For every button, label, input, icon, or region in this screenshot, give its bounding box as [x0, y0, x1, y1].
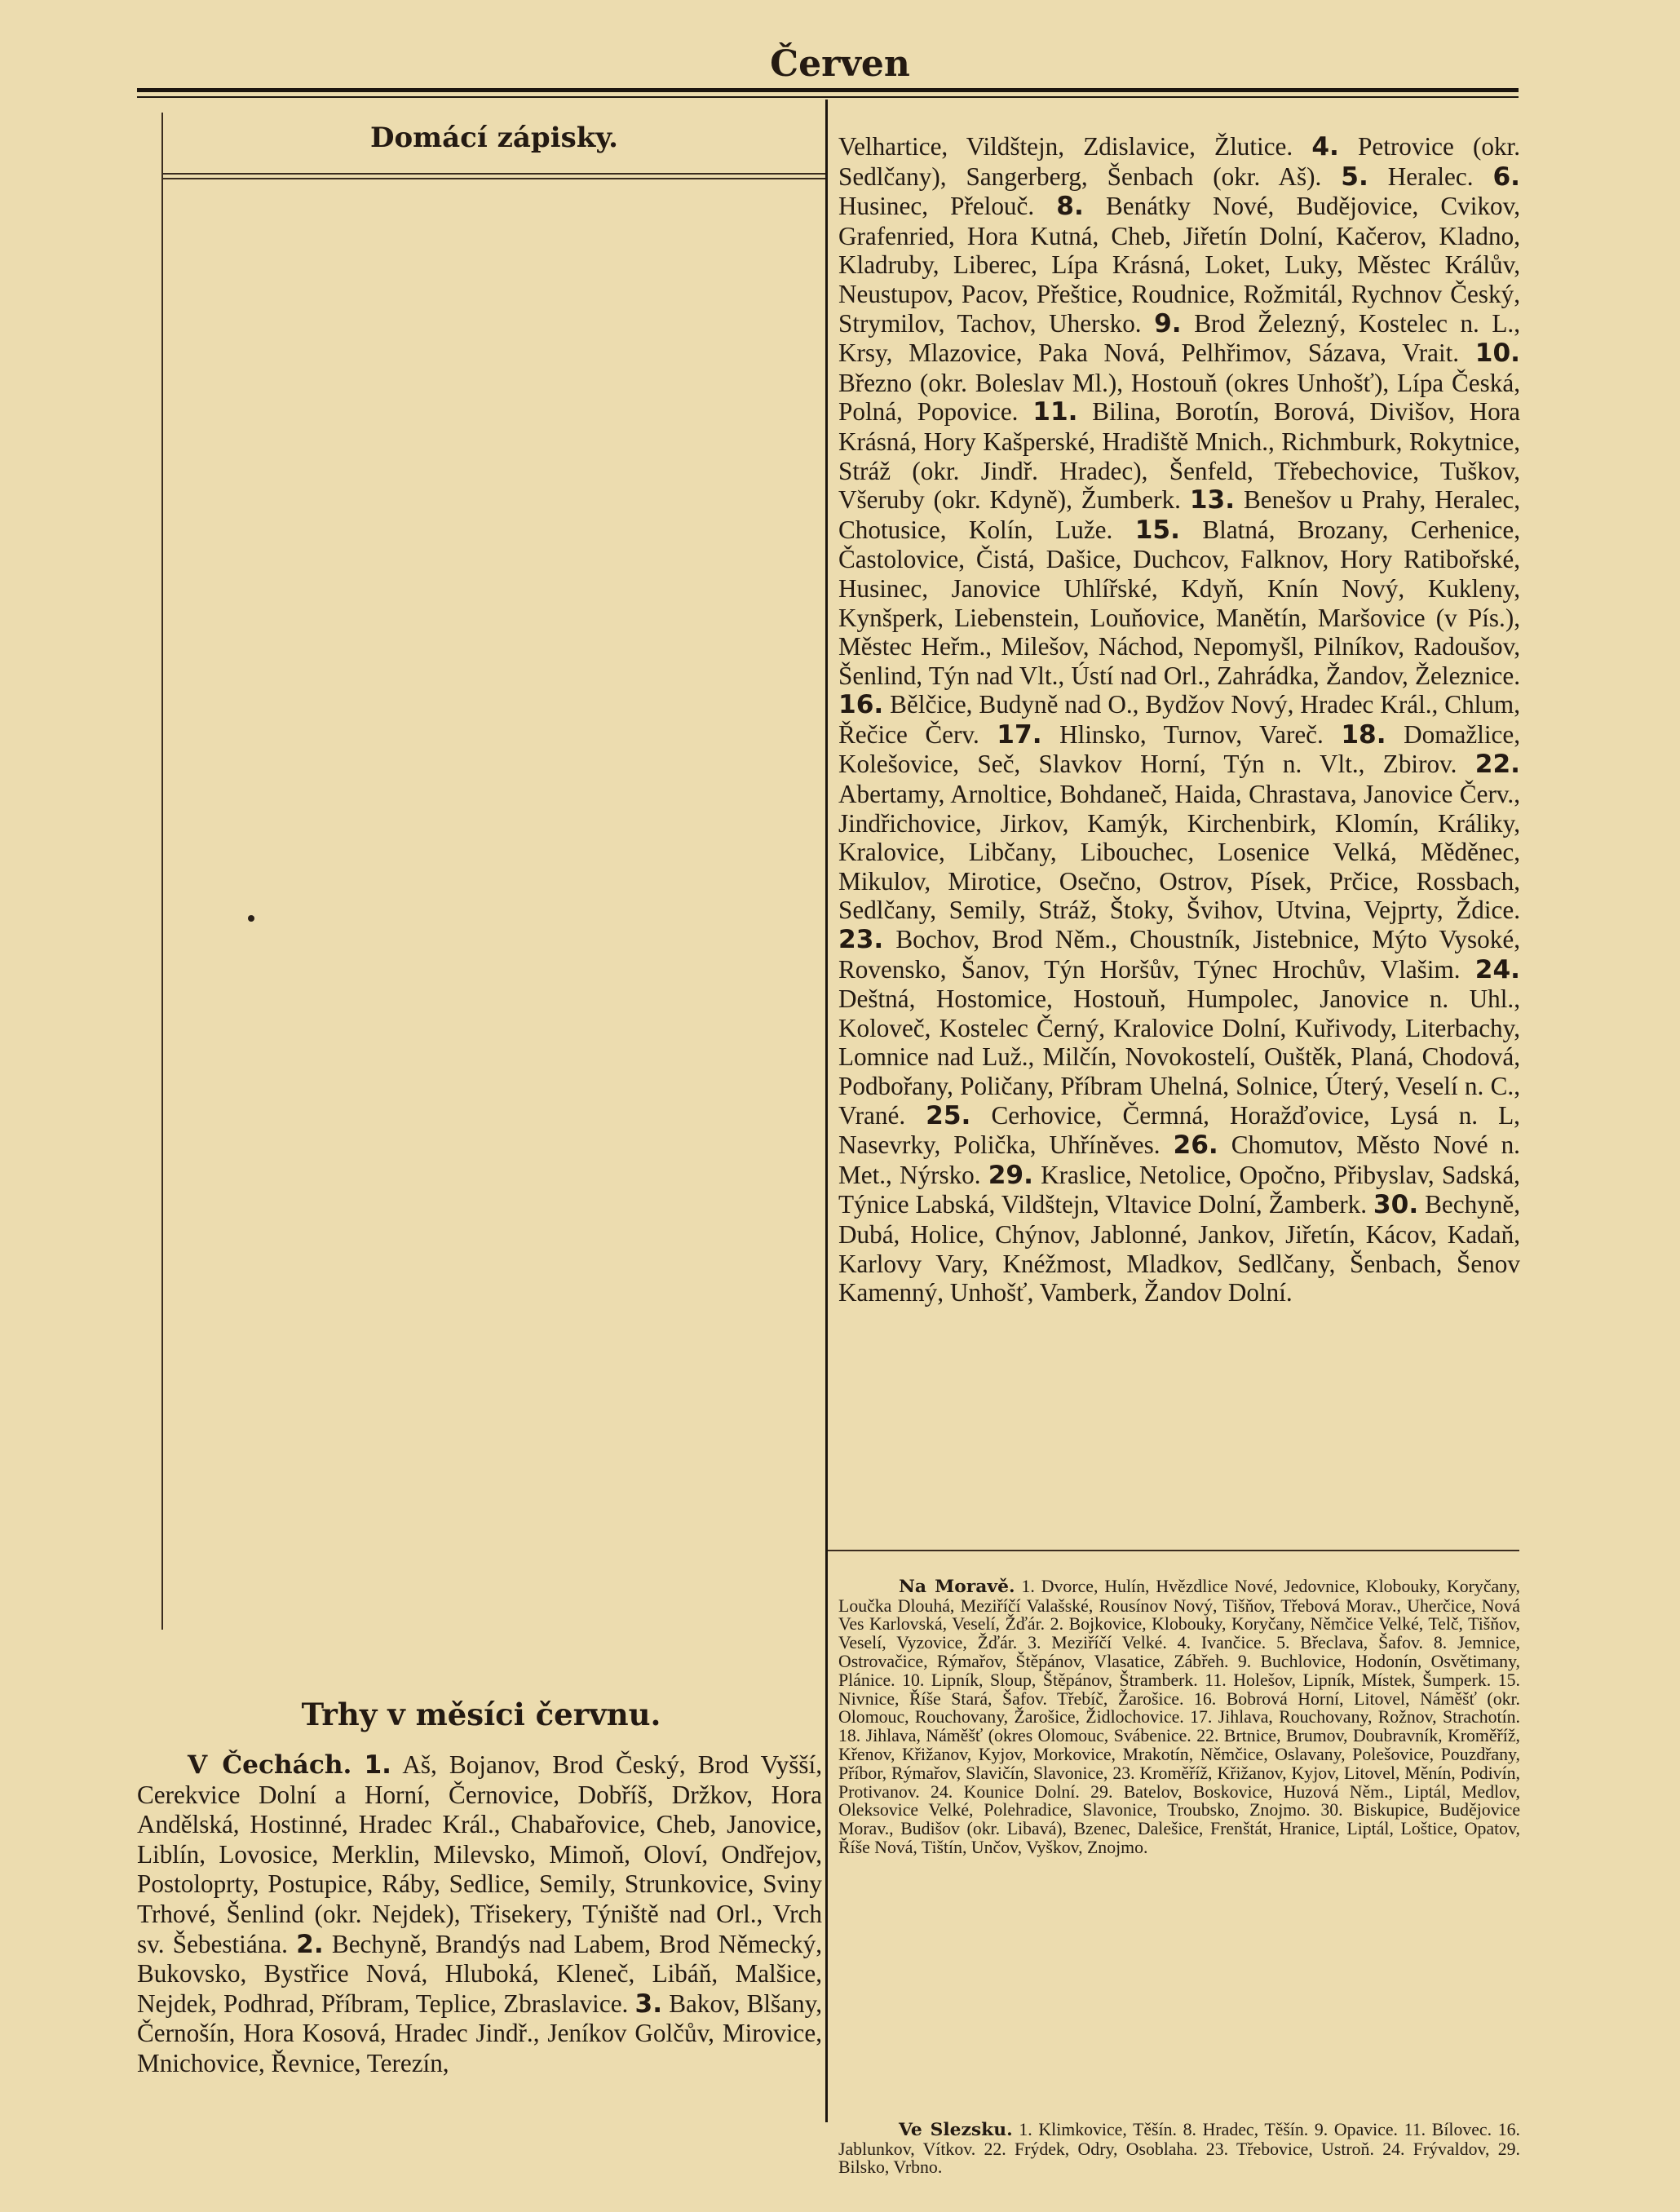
- market-list: Chomutov, Město Nové n. Met., Nýrsko.: [838, 1130, 1520, 1189]
- market-list: Domažlice, Kolešovice, Seč, Slavkov Horní, Týn n. Vlt., Zbirov.: [838, 719, 1521, 779]
- day-number: 24.: [1474, 954, 1520, 984]
- day-number: 22.: [1474, 750, 1520, 780]
- market-list: Bělčice, Budyně nad O., Bydžov Nový, Hradec Král., Chlum, Řečice Červ.: [838, 690, 1520, 749]
- day-number: 6.: [1492, 161, 1520, 192]
- markets-continued-text: [838, 132, 1520, 1307]
- market-list: Bechyně, Dubá, Holice, Chýnov, Jablonné, Jankov, Jiřetín, Kácov, Kadaň, Karlovy Vary, Knéžmost, Mladkov, Sedlčany, Šenbach, Šenov Kamenný, Unhošť, Vamberk, Žandov Dolní.: [838, 1190, 1520, 1307]
- column-divider: [825, 100, 828, 2122]
- market-list: Deštná, Hostomice, Hostouň, Humpolec, Janovice n. Uhl., Koloveč, Kostelec Černý, Kralovice Dolní, Kuřivody, Literbachy, Lomnice nad Luž., Milčín, Novokostelí, Ouštěk, Planá, Chodová, Podbořany, Poličany, Příbram Uhelná, Solnice, Úterý, Veselí n. C., Vrané.: [838, 984, 1520, 1130]
- notes-underline: [163, 173, 825, 175]
- market-list: Benešov u Prahy, Heralec, Chotusice, Kolín, Luže.: [838, 485, 1520, 544]
- day-number: 15.: [1134, 515, 1180, 545]
- markets-bohemia-text: [137, 1750, 822, 2079]
- market-list: Hlinsko, Turnov, Vareč.: [1041, 719, 1342, 749]
- markets-title: Trhy v měsíci červnu.: [301, 1697, 661, 1732]
- region-label: V Čechách.: [188, 1750, 352, 1780]
- market-list: Benátky Nové, Budějovice, Cvikov, Grafenried, Hora Kutná, Cheb, Jiřetín Dolní, Kačerov, Kladno, Kladruby, Liberec, Lípa Krásná, Loket, Luky, Městec Králův, Neustupov, Pacov, Přeštice, Roudnice, Rožmitál, Rychnov Český, Strymilov, Tachov, Uhersko.: [838, 192, 1520, 338]
- region-label: Ve Slezsku.: [899, 2119, 1013, 2140]
- day-number: 10.: [1474, 338, 1520, 369]
- market-list: Abertamy, Arnoltice, Bohdaneč, Haida, Chrastava, Janovice Červ., Jindřichovice, Jirkov, Kamýk, Kirchenbirk, Klomín, Králiky, Kralovice, Libčany, Libouchec, Losenice Velká, Měděnec, Mikulov, Mirotice, Osečno, Ostrov, Písek, Prčice, Rossbach, Sedlčany, Semily, Stráž, Štoky, Švihov, Utvina, Vejprty, Ždice.: [838, 780, 1520, 925]
- market-list: Heralec.: [1368, 161, 1493, 191]
- market-list: Bakov, Blšany, Černošín, Hora Kosová, Hradec Jindř., Jeníkov Golčův, Mirovice, Mnichovice, Řevnice, Terezín,: [137, 1989, 822, 2077]
- day-number: 5.: [1341, 161, 1368, 192]
- notes-title: Domácí zápisky.: [369, 122, 619, 154]
- day-number: 29.: [988, 1160, 1033, 1190]
- day-number: 8.: [1056, 192, 1084, 222]
- day-number: 1.: [364, 1750, 392, 1780]
- day-number: 4.: [1311, 132, 1339, 161]
- market-list: Cerhovice, Čermná, Horažďovice, Lysá n. L, Nasevrky, Polička, Uhříněves.: [838, 1100, 1520, 1160]
- day-number: 23.: [838, 925, 884, 955]
- header-rule-thick: [137, 88, 1519, 92]
- market-list: Březno (okr. Boleslav Ml.), Hostouň (okres Unhošť), Lípa Česká, Polná, Popovice.: [838, 368, 1520, 427]
- day-number: 30.: [1373, 1190, 1419, 1220]
- market-list: Husinec, Přelouč.: [838, 192, 1057, 221]
- page-title: Červen: [770, 43, 910, 85]
- day-number: 17.: [997, 719, 1042, 750]
- market-list: Velhartice, Vildštejn, Zdislavice, Žlutice.: [838, 132, 1312, 161]
- market-list: Bochov, Brod Něm., Choustník, Jistebnice, Mýto Vysoké, Rovensko, Šanov, Týn Horšův, Týnec Hrochův, Vlašim.: [838, 925, 1520, 984]
- day-number: 9.: [1154, 308, 1182, 338]
- market-list: 1. Dvorce, Hulín, Hvězdlice Nové, Jedovnice, Klobouky, Koryčany, Loučka Dlouhá, Meziříčí Valašské, Rousínov Nový, Tišňov, Třebová Morav., Uherčice, Nová Ves Karlovská, Veselí, Žďár. 2. Bojkovice, Klobouky, Koryčany, Němčice Velké, Telč, Tišňov, Veselí, Vyzovice, Žďár. 3. Meziříčí Velké. 4. Ivančice. 5. Břeclava, Šafov. 8. Jemnice, Ostrovačice, Rýmařov, Štěpánov, Vlasatice, Zábřeh. 9. Buchlovice, Hodonín, Osvětimany, Plánice. 10. Lipník, Sloup, Štěpánov, Štramberk. 11. Holešov, Lipník, Místek, Šumperk. 15. Nivnice, Říše Stará, Šafov. Třebíč, Žarošice. 16. Bobrová Horní, Litovel, Náměšť (okr. Olomouc, Rouchovany, Žarošice, Židlochovice. 17. Jihlava, Rouchovany, Rožnov, Strachotín. 18. Jihlava, Náměšť (okres Olomouc, Svábenice. 22. Brtnice, Brumov, Doubravník, Kroměříž, Křenov, Křižanov, Kyjov, Morkovice, Mrakotín, Němčice, Oslavany, Polešovice, Pouzdřany, Příbor, Rýmařov, Slavičín, Slavonice, 23. Kroměříž, Křižanov, Kyjov, Litovel, Měnín, Podivín, Protivanov. 24. Kounice Dolní. 29. Batelov, Boskovice, Huzová Něm., Liptál, Medlov, Oleksovice Velké, Polehradice, Slavonice, Troubsko, Znojmo. 30. Biskupice, Budějovice Morav., Budišov (okr. Libavá), Bzenec, Dalešice, Frenštát, Hranice, Liptál, Loštice, Opatov, Říše Nová, Tištín, Unčov, Vyškov, Znojmo.: [838, 1576, 1521, 1857]
- market-list: 1. Klimkovice, Těšín. 8. Hradec, Těšín. 9. Opavice. 11. Bílovec. 16. Jablunkov, Vítkov. 22. Frýdek, Odry, Osoblaha. 23. Třebovice, Ustroň. 24. Frývaldov, 29. Bilsko, Vrbno.: [838, 2119, 1520, 2178]
- market-list: Brod Železný, Kostelec n. L., Krsy, Mlazovice, Paka Nová, Pelhřimov, Sázava, Vrait.: [838, 308, 1520, 368]
- markets-silesia-text: [838, 2103, 1520, 2195]
- market-list: Blatná, Brozany, Cerhenice, Častolovice, Čistá, Dašice, Duchcov, Falknov, Hory Ratibořské, Husinec, Janovice Uhlířské, Kdyň, Knín Nový, Kukleny, Kynšperk, Liebenstein, Louňovice, Manětín, Maršovice (v Pís.), Městec Heřm., Milešov, Náchod, Nepomyšl, Pilníkov, Radoušov, Šenlind, Týn nad Vlt., Ústí nad Orl., Zahrádka, Žandov, Železnice.: [838, 515, 1520, 690]
- day-number: 18.: [1341, 719, 1386, 750]
- ink-dot: [248, 915, 254, 922]
- header-rule-thin: [137, 96, 1519, 98]
- day-number: 2.: [296, 1929, 324, 1959]
- market-list: Kraslice, Netolice, Opočno, Přibyslav, Sadská, Týnice Labská, Vildštejn, Vltavice Dolní, Žamberk.: [838, 1160, 1520, 1219]
- region-label: Na Moravě.: [899, 1576, 1015, 1597]
- market-list: Bilina, Borotín, Borová, Divišov, Hora Krásná, Hory Kašperské, Hradiště Mnich., Richmburk, Rokytnice, Stráž (okr. Jindř. Hradec), Šenfeld, Třebechovice, Tuškov, Všeruby (okr. Kdyně), Žumberk.: [838, 397, 1520, 515]
- day-number: 16.: [838, 690, 884, 720]
- market-list: Petrovice (okr. Sedlčany), Sangerberg, Šenbach (okr. Aš).: [838, 132, 1520, 191]
- market-list: Aš, Bojanov, Brod Český, Brod Vyšší, Cerekvice Dolní a Horní, Černovice, Dobříš, Držkov, Hora Andělská, Hostinné, Hradec Král., Chabařovice, Cheb, Janovice, Liblín, Lovosice, Merklin, Milevsko, Mimoň, Oloví, Ondřejov, Postoloprty, Postupice, Ráby, Sedlice, Semily, Strunkovice, Sviny Trhové, Šenlind (okr. Nejdek), Třisekery, Týniště nad Orl., Vrch sv. Šebestiána.: [137, 1750, 822, 1958]
- market-list: Bechyně, Brandýs nad Labem, Brod Německý, Bukovsko, Bystřice Nová, Hluboká, Kleneč, Libáň, Malšice, Nejdek, Podhrad, Příbram, Teplice, Zbraslavice.: [137, 1929, 822, 2018]
- day-number: 3.: [634, 1989, 663, 2019]
- day-number: 11.: [1032, 397, 1078, 427]
- markets-moravia-text: [838, 1559, 1520, 1875]
- day-number: 26.: [1173, 1130, 1218, 1161]
- day-number: 13.: [1189, 485, 1236, 515]
- notes-box: [163, 113, 825, 1628]
- notes-underline: [163, 178, 825, 179]
- day-number: 25.: [926, 1100, 971, 1130]
- section-divider: [828, 1550, 1519, 1551]
